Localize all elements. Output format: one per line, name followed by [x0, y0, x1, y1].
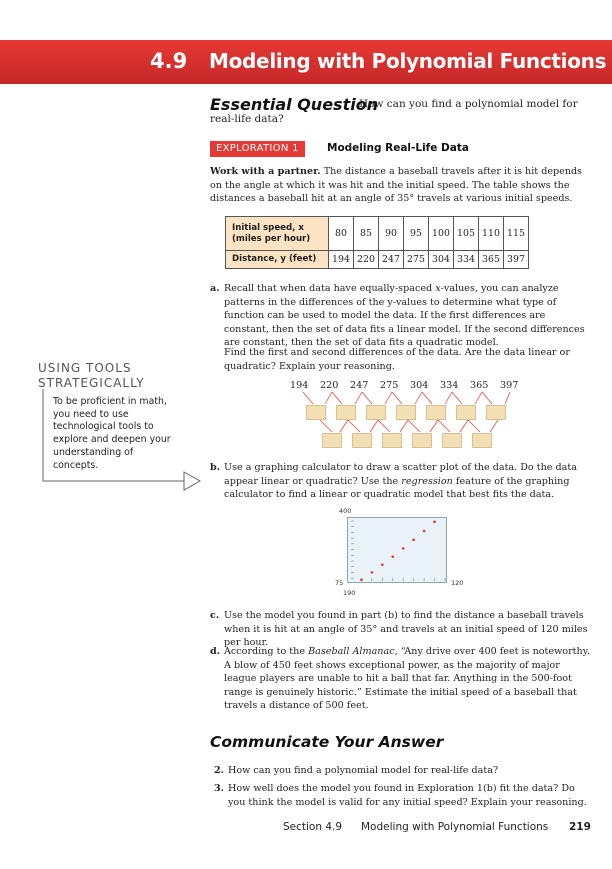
second-difference-box [442, 433, 462, 448]
sidebar-text: To be proficient in math, you need to use technological tools to explore and deepen your understanding of concepts. [53, 396, 171, 471]
table-cell: 85 [354, 217, 379, 251]
diff-value: 334 [440, 380, 459, 391]
table-cell: 95 [404, 217, 429, 251]
scatter-point [381, 563, 384, 566]
diff-value: 397 [500, 380, 519, 391]
scatter-points [360, 521, 436, 582]
exploration-title: Modeling Real-Life Data [327, 142, 469, 154]
first-difference-box [486, 405, 506, 420]
calculator-screen [347, 517, 447, 583]
y-max-label: 400 [339, 507, 352, 515]
diff-value: 275 [380, 380, 399, 391]
part-a-question: Find the first and second differences of the data. Are the data linear or quadratic? Explain your reasoning. [224, 347, 570, 372]
table-row-header: Distance, y (feet) [226, 251, 329, 269]
second-difference-box [382, 433, 402, 448]
table-cell: 304 [429, 251, 454, 269]
table-cell: 194 [329, 251, 354, 269]
table-cell: 80 [329, 217, 354, 251]
communicate-heading: Communicate Your Answer [210, 733, 444, 751]
part-b: b. Use a graphing calculator to draw a scatter plot of the data. Do the data appear linear or quadratic? Use the regression feature of the graphing calculator to find a linear or quadratic model that best fits the data. [210, 462, 577, 500]
table-cell: 397 [504, 251, 529, 269]
scatter-point [360, 579, 363, 582]
table-cell: 115 [504, 217, 529, 251]
axis-ticks [351, 521, 445, 581]
part-d: d. According to the Baseball Almanac, “Any drive over 400 feet is noteworthy. A blow of 450 feet shows exceptional power, as the majority of major league players are unable to hit a ball that far. Anything in the 500-foot range is genuinely historic.” Estimate the initial speed of a baseball that travels a distance of 500 feet. [210, 646, 590, 711]
first-difference-box [426, 405, 446, 420]
diff-value: 365 [470, 380, 489, 391]
data-table [225, 216, 529, 269]
scatter-point [402, 547, 405, 550]
exploration-badge: EXPLORATION 1 [210, 141, 305, 157]
table-cell: 275 [404, 251, 429, 269]
scatter-point [412, 539, 415, 542]
footer-section: Section 4.9 [283, 821, 343, 833]
x-min-label: 75 [335, 579, 344, 587]
scatter-point [391, 555, 394, 558]
table-cell: 365 [479, 251, 504, 269]
scatter-point [371, 571, 374, 574]
sidebar-arrow-frame [40, 389, 205, 494]
table-cell: 334 [454, 251, 479, 269]
diff-value: 220 [320, 380, 339, 391]
scatter-plot [348, 518, 448, 584]
diff-value: 247 [350, 380, 369, 391]
section-title: Modeling with Polynomial Functions [209, 49, 607, 73]
table-row [226, 251, 529, 269]
diff-value: 194 [290, 380, 309, 391]
footer-title: Modeling with Polynomial Functions [361, 821, 549, 833]
second-difference-box [322, 433, 342, 448]
essential-question-text: How can you find a polynomial model for real-life data? [210, 98, 578, 125]
first-difference-box [306, 405, 326, 420]
table-row-header: Initial speed, x (miles per hour) [226, 217, 329, 251]
first-difference-box [366, 405, 386, 420]
table-cell: 220 [354, 251, 379, 269]
scatter-point [423, 530, 426, 533]
second-difference-box [352, 433, 372, 448]
section-banner [0, 40, 612, 84]
first-difference-box [336, 405, 356, 420]
part-label: c. [210, 610, 220, 621]
first-difference-box [456, 405, 476, 420]
y-min-label: 190 [343, 589, 356, 597]
x-max-label: 120 [451, 579, 464, 587]
scatter-point [433, 521, 436, 524]
page-number: 219 [569, 821, 591, 833]
table-cell: 247 [379, 251, 404, 269]
table-row [226, 217, 529, 251]
table-cell: 110 [479, 217, 504, 251]
part-label: d. [210, 646, 221, 657]
question-2: 2. How can you find a polynomial model for real-life data? [214, 765, 499, 776]
second-difference-box [412, 433, 432, 448]
part-label: a. [210, 283, 220, 294]
exploration-intro: Work with a partner. The distance a baseball travels after it is hit depends on the angle at which it was hit and the initial speed. The table shows the distances a baseball hit at an angle of 35° travels at various initial speeds. [210, 166, 583, 204]
question-3: 3. How well does the model you found in Exploration 1(b) fit the data? Do you think the model is valid for any initial speed? Explain your reasoning. [214, 783, 587, 808]
part-c: c. Use the model you found in part (b) to find the distance a baseball travels when it is hit at an angle of 35° and travels at an initial speed of 120 miles per hour. [210, 610, 588, 648]
table-cell: 90 [379, 217, 404, 251]
part-a [210, 282, 592, 350]
arrow-icon [184, 472, 200, 490]
section-number: 4.9 [150, 49, 188, 73]
part-a-text1: Recall that when data have equally-spaced x-values, you can analyze patterns in the differences of the y-values to determine what type of function can be used to model the data. If the first differences are constant, then the set of data fits a linear model. If the second differences are constant, then the set of data fits a quadratic model. [224, 283, 585, 348]
second-difference-box [472, 433, 492, 448]
sidebar-heading: USING TOOLS STRATEGICALLY [38, 361, 145, 390]
table-cell: 105 [454, 217, 479, 251]
part-label: b. [210, 462, 221, 473]
diff-value: 304 [410, 380, 429, 391]
first-difference-box [396, 405, 416, 420]
essential-question-label: Essential Question [210, 95, 379, 114]
table-cell: 100 [429, 217, 454, 251]
